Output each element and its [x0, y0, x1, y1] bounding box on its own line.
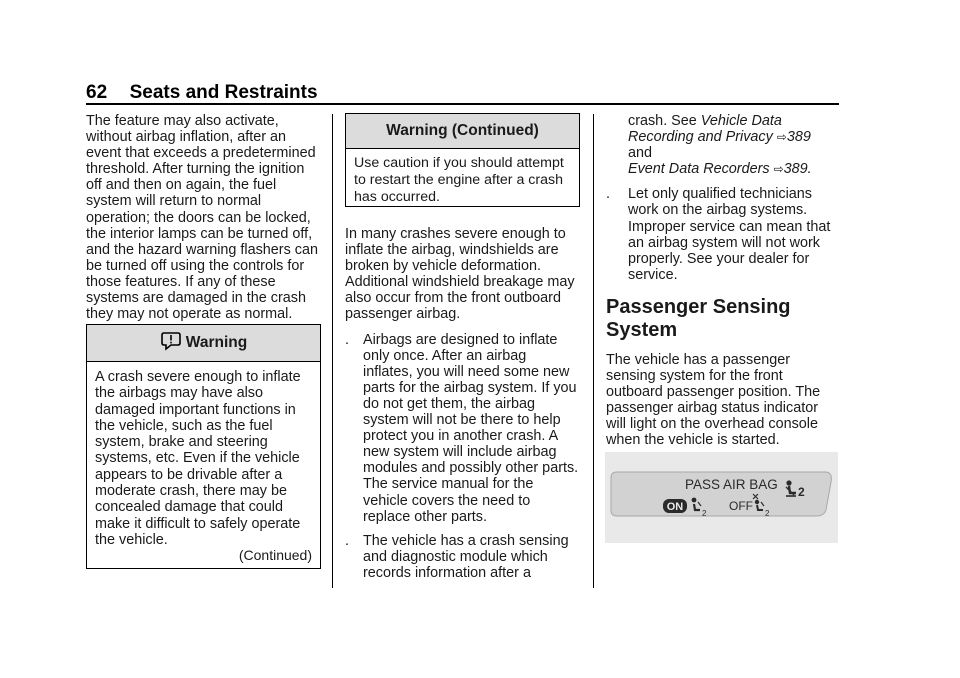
- header-rule: [86, 103, 839, 105]
- bullet-item: [345, 332, 579, 525]
- bullet-text: The vehicle has a crash sensing and diagnostic module which records information after a: [363, 532, 569, 581]
- warning-title: Warning: [185, 334, 248, 351]
- and-word: and: [628, 145, 653, 162]
- bullet-item: [345, 533, 579, 581]
- svg-text:2: 2: [765, 509, 770, 518]
- windshield-paragraph: In many crashes severe enough to inflate the airbag, windshields are broken by vehicle deformation. Additional windshield breakage may also occur from the front outboard passenger airbag.: [345, 226, 575, 323]
- off-label: OFF: [729, 499, 753, 513]
- section-heading: Passenger Sensing System: [606, 295, 791, 341]
- column-divider-2: [593, 114, 594, 588]
- airbag-status-panel: [605, 452, 838, 543]
- column-3: [606, 113, 838, 449]
- page-number: 62: [86, 82, 108, 103]
- technician-bullet-list: [606, 186, 838, 283]
- warning-continued-header: Warning (Continued): [346, 114, 579, 149]
- continued-label: (Continued): [238, 547, 312, 563]
- continued-prefix: crash. See: [628, 113, 697, 129]
- xref-event-data-title[interactable]: Event Data Recorders: [628, 161, 770, 178]
- column-2: [345, 226, 579, 581]
- warning-continued-body: Use caution if you should attempt to restart the engine after a crash has occurred.: [354, 155, 564, 205]
- xref-vehicle-data-page[interactable]: 389: [786, 129, 811, 146]
- airbag-bullet-list: [345, 332, 579, 581]
- column-1: [86, 113, 322, 322]
- page-header: [86, 82, 318, 104]
- warning-symbol-icon: [160, 331, 182, 351]
- xref-vehicle-data-title[interactable]: Vehicle Data Recording and Privacy: [628, 113, 782, 146]
- panel-title: PASS AIR BAG: [685, 477, 778, 492]
- xref-event-data-page[interactable]: 389.: [783, 161, 812, 178]
- bullet-text: Let only qualified technicians work on the airbag systems. Improper service can mean that an airbag system will not work properly. See your dealer for service.: [628, 186, 831, 283]
- bullet-marker: .: [606, 186, 610, 203]
- bullet-item: [606, 186, 838, 283]
- panel-illustration: [605, 452, 838, 543]
- warning-continued-box: [345, 113, 580, 207]
- warning-header: [87, 325, 320, 362]
- bullet-marker: .: [345, 532, 349, 549]
- bullet-marker: .: [345, 331, 349, 348]
- xref-arrow-icon: ⇨: [773, 162, 784, 177]
- warning-body: A crash severe enough to inflate the airbags may have also damaged important functions in the vehicle, such as the fuel system, brake and steering systems, etc. Even if the vehicle appears to be drivable after a moderate crash, there may be concealed damage that could make it difficult to safely operate the vehicle.: [95, 369, 301, 548]
- svg-text:2: 2: [702, 509, 707, 518]
- intro-paragraph: The feature may also activate, without airbag inflation, after an event that exceeds a predetermined threshold. After turning the ignition off and then on again, the fuel system will return to normal operation; the doors can be locked, the interior lamps can be turned off, and the hazard warning flashers can be turned off using the controls for those features. If any of these systems are damaged in the crash they may not operate as normal.: [86, 113, 318, 323]
- bullet-text: Airbags are designed to inflate only once. After an airbag inflates, you will need some new parts for the airbag system. If you do not get them, the airbag system will not be there to help protect you in another crash. A new system will include airbag modules and possibly other parts. The service manual for the vehicle covers the need to replace other parts.: [363, 331, 579, 525]
- xref-arrow-icon: ⇨: [776, 130, 787, 145]
- continued-bullet-text: [606, 113, 838, 177]
- on-label: ON: [666, 501, 684, 513]
- warning-box: [86, 324, 321, 569]
- passenger-sensing-paragraph: The vehicle has a passenger sensing system for the front outboard passenger position. The passenger airbag status indicator will light on the overhead console when the vehicle is started.: [606, 351, 821, 449]
- column-divider-1: [332, 114, 333, 588]
- svg-text:2: 2: [798, 485, 805, 499]
- section-title: Seats and Restraints: [129, 82, 318, 103]
